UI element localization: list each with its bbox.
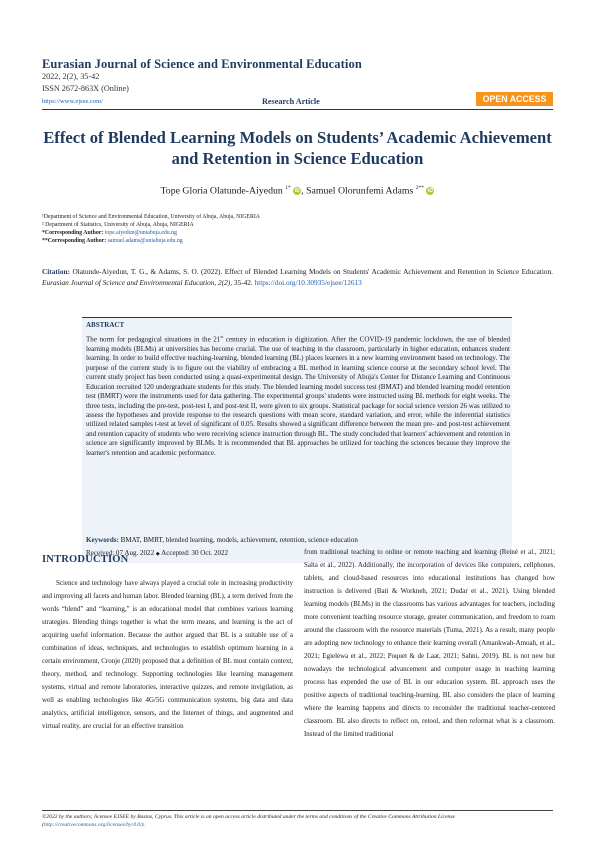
orcid-icon[interactable]: iD	[427, 188, 433, 195]
header-divider	[42, 109, 553, 110]
journal-url[interactable]: https://www.ejsee.com/	[42, 98, 103, 105]
abstract-text	[86, 332, 510, 458]
article-title: Effect of Blended Learning Models on Students’ Academic Achievement and Retention in Science Education	[43, 128, 552, 168]
accepted-date: Accepted: 30 Oct. 2022	[161, 549, 229, 557]
keywords-line	[86, 536, 510, 544]
journal-title: Eurasian Journal of Science and Environmental Education	[42, 57, 362, 71]
citation-label: Citation:	[42, 267, 70, 276]
affiliation-2: ² Department of Statistics, University of Abuja, Abuja, NIGERIA	[42, 222, 194, 228]
license-text: ©2022 by the authors; licensee EJSEE by Bastas, Cyprus. This article is an open access article distributed under the terms and conditions of the Creative Commons Attribution License	[42, 814, 456, 820]
license-paren-close: ).	[141, 822, 145, 829]
license-footer	[42, 813, 553, 829]
author-affiliation-marker: 1*	[285, 185, 291, 191]
corresponding-label: *Corresponding Author:	[42, 230, 104, 236]
footer-divider	[42, 810, 553, 811]
affiliation-1: ¹Department of Science and Environmental Education, University of Abuja, Abuja, NIGERIA	[42, 214, 260, 220]
license-link[interactable]: http://creativecommons.org/licenses/by/4.0/	[43, 822, 142, 829]
citation-text: Olatunde-Aiyedun, T. G., & Adams, S. O. (2022). Effect of Blended Learning Models on Students' Academic Achievement and Retention in Science Education.	[72, 267, 553, 276]
corresponding-email-link[interactable]: samuel.adams@uniabuja.edu.ng	[107, 238, 183, 244]
article-type: Research Article	[262, 97, 320, 106]
author-line	[42, 185, 553, 196]
citation-volume: 2(2),	[218, 277, 233, 287]
author-affiliation-marker: 2**	[415, 185, 425, 191]
citation-pages: 35-42.	[233, 277, 253, 287]
corresponding-email-link[interactable]: tope.aiyedun@uniabuja.edu.ng	[104, 230, 177, 236]
journal-volume: 2022, 2(2), 35-42	[42, 72, 100, 81]
abstract-heading: ABSTRACT	[86, 321, 125, 329]
author-name: Tope Gloria Olatunde-Aiyedun	[160, 185, 283, 197]
author-name: Samuel Olorunfemi Adams	[306, 185, 414, 197]
abstract-superscript: st	[220, 334, 224, 339]
corresponding-label: **Corresponding Author:	[42, 238, 107, 244]
intro-column-1: Science and technology have always played a crucial role in increasing productivity and improving all facets and human labor. Blended learning (BL), a term derived from the words “blend” and “learning,” is an educational model that combines various learning strategies. Blending things together is what the term means, and learning is the act of acquiring useful information. Because the author argued that BL is a suitable use of a combination of ideas, techniques, and technologies to establish optimum learning in a certain environment, Cronje (2020) proposed that a definition of BL must contain context, theory, method, and technology. Supporting technologies like learning management systems, virtual and remote laboratories, interactive quizzes, and remote invigilation, as well as enabling technologies like 4G/5G communication systems, big data and data analytics, artificial intelligence, sensors, and the Internet of things, and augmented and virtual reality, are crucial for an effective transition	[42, 579, 293, 730]
citation-doi-link[interactable]: https://doi.org/10.30935/ejsee/12613	[254, 277, 362, 287]
abstract-text-start: The norm for pedagogical situations in the 21	[86, 335, 221, 344]
journal-issn: ISSN 2672-863X (Online)	[42, 84, 129, 93]
license-paren-open: (	[42, 822, 44, 829]
received-date: Received: 07 Aug. 2022	[86, 549, 155, 557]
date-separator: ◆	[155, 552, 160, 557]
citation-journal: Eurasian Journal of Science and Environmental Education,	[42, 277, 217, 287]
abstract-text-rest: century in education is digitization. After the COVID-19 pandemic lockdown, the use of blended learning models (BLMs) at universities has become crucial. The use of teaching in the classroom, particularly in higher education, enhances student learning. In order to build effective teaching-learning, blended learning (BL) places learners in a new learning environment based on technology. The purpose of the current study is to figure out the viability of embracing a BL method in learning science course at the secondary school level. The current study project has been conducted using a quasi-experimental design. The University of Abuja's Center for Distance Learning and Continuous Education recruited 120 undergraduate students for this study. The blended learning model success test (BMAT) and blended learning model retention test (BMRT) were the instruments used for data gathering. The experimental groups' students were instructed using BL methods for eight weeks. The three tests, including the pre-test, post-test I, and post-test II, were given to six groups. Statistical package for social science version 26 was utilized to assess the hypotheses and provide response to the research questions with mean score, standard variation, and error, while the inferential statistics utilized related samples t-test at level of significant of 0.05. Results showed a significant difference between the mean pre- and post-test achievement and retention capacity of students who were receiving science instruction through BL. The study concluded that learners' achievement and retention in science are significantly improved by BLMs. It is recommended that BL approaches be utilized for teaching the sciences because they improve the learner's retention and academic performance.	[86, 335, 511, 457]
keywords-text: BMAT, BMRT, blended learning, models, achievement, retention, science education	[120, 536, 358, 544]
open-access-badge: OPEN ACCESS	[476, 92, 553, 106]
keywords-label: Keywords:	[86, 536, 119, 544]
introduction-heading: INTRODUCTION	[42, 554, 129, 565]
author-separator: ,	[301, 185, 304, 197]
intro-column-2: from traditional teaching to online or remote teaching and learning (Reiné et al., 2021; Salta et al., 2022). Additionally, the incorporation of devices like computers, cellphones, tablets, and cloud-based resources into educational institutions has changed how instruction is delivered (Bati & Workneh, 2021; Dudar et al., 2021). Using blended learning models (BLMs) in the classrooms has various advantages for teachers, including more convenient teaching resource storage, greater communication, and freedom to roam around the classroom with the resource materials (Tuma, 2021). As a result, many people are adopting new technology to enhance their learning overall (Amankwah-Amoah, et al., 2021; Egielewa et al., 2022; Poquet & de Laat, 2021; Sahni, 2019). BL is not new but nowadays the technological advancement and computer usage in teaching learning process has expended the use of BL in our education system. BL approach uses the positive aspects of traditional teaching-learning. BL also considers the place of learning where the learning happens and directs to reconsider the traditional teacher-centered classroom. BL also directs to reflect on, retool, and then reformat what is a classroom. Instead of the limited traditional	[304, 548, 555, 738]
corresponding-author-2	[42, 237, 183, 245]
citation-block	[42, 267, 553, 288]
orcid-icon[interactable]: iD	[294, 188, 300, 195]
